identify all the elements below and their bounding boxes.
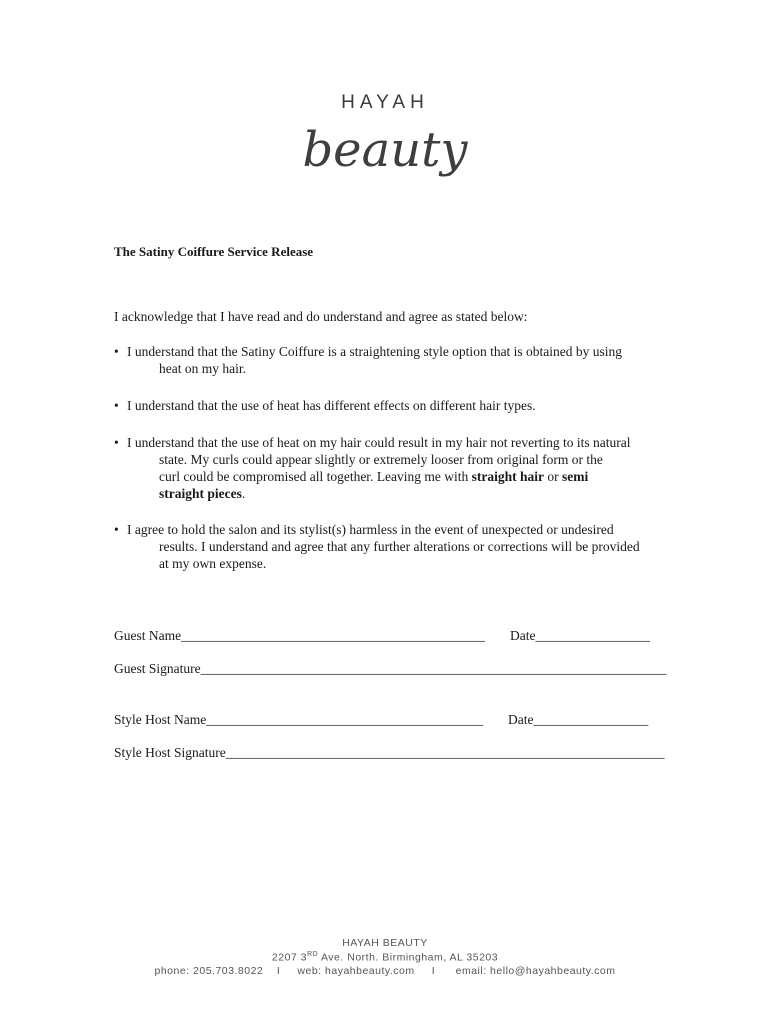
bullet-item-1	[114, 343, 654, 377]
bullet-continuation: heat on my hair.	[159, 361, 246, 376]
document-title: The Satiny Coiffure Service Release	[114, 244, 314, 259]
bullet-item-4	[114, 521, 654, 572]
intro-text: I acknowledge that I have read and do understand and agree as stated below:	[114, 309, 528, 324]
guest-signature-field[interactable]: Guest Signature_____________________________________________________________________	[114, 661, 667, 676]
bold-straight-hair: straight hair	[471, 469, 545, 484]
bullet-dot: •	[114, 344, 119, 359]
host-name-field[interactable]: Style Host Name_________________________________________	[114, 712, 483, 727]
bullet-dot: •	[114, 435, 119, 450]
bullet-line: I understand that the Satiny Coiffure is a straightening style option that is obtained by using	[127, 344, 623, 359]
host-date-field[interactable]: Date_________________	[508, 712, 649, 727]
host-signature-field[interactable]: Style Host Signature_________________________________________________________________	[114, 745, 665, 760]
bullet-continuation: state. My curls could appear slightly or extremely looser from original form or the curl could be compromised all together. Leaving me with straight hair or semi straight pieces.	[159, 452, 603, 501]
footer-contact: phone: 205.703.8022 I web: hayahbeauty.com I email: hello@hayahbeauty.com	[154, 965, 616, 977]
hayah-beauty-logo	[300, 92, 470, 202]
bullet-dot: •	[114, 398, 119, 413]
guest-name-field[interactable]: Guest Name_____________________________________________	[114, 628, 485, 643]
bullet-line: I agree to hold the salon and its stylist(s) harmless in the event of unexpected or undesired	[127, 522, 614, 537]
bullet-line: I understand that the use of heat has different effects on different hair types.	[127, 398, 536, 413]
footer-address: 2207 3RD Ave. North. Birmingham, AL 35203	[271, 951, 499, 964]
logo-script-beauty	[300, 114, 470, 204]
bullet-dot: •	[114, 522, 119, 537]
logo-script-text: beauty	[302, 122, 468, 178]
guest-date-field[interactable]: Date_________________	[510, 628, 651, 643]
bullet-line: I understand that the use of heat on my hair could result in my hair not reverting to its natural	[127, 435, 631, 450]
logo-wordmark: HAYAH	[341, 92, 429, 113]
bullet-continuation: results. I understand and agree that any further alterations or corrections will be provided at my own expense.	[159, 539, 640, 571]
footer-company: HAYAH BEAUTY	[342, 937, 428, 949]
bullet-item-2	[114, 397, 654, 414]
bold-semi-straight: semi straight pieces	[159, 469, 589, 501]
bullet-item-3	[114, 434, 654, 502]
